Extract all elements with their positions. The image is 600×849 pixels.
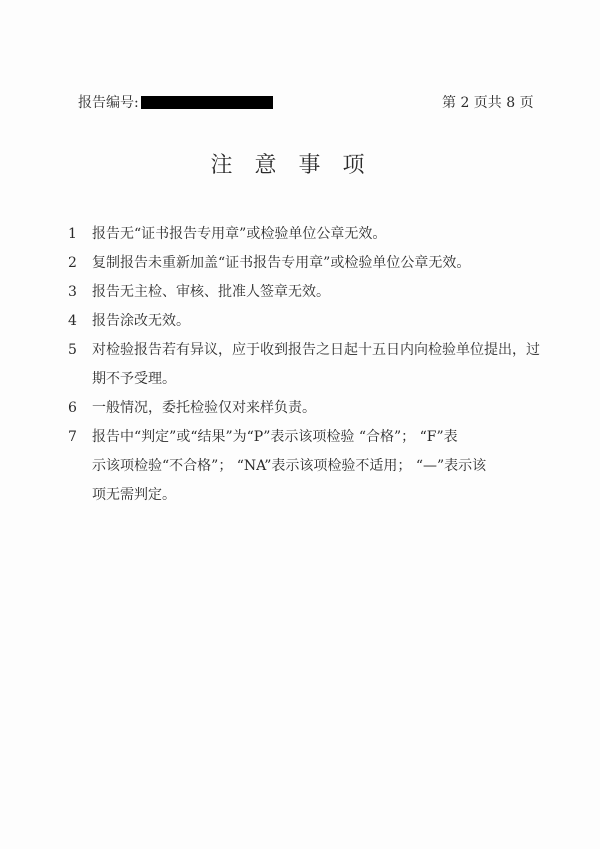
note-item-6	[68, 394, 558, 423]
note-text	[92, 220, 558, 249]
note-line: 项无需判定。	[92, 487, 176, 503]
note-item-1	[68, 220, 558, 249]
note-number: 4	[68, 313, 77, 329]
note-text	[92, 249, 558, 278]
note-line: 期不予受理。	[92, 371, 176, 387]
note-line: 报告无“证书报告专用章”或检验单位公章无效。	[92, 226, 387, 242]
note-number: 6	[68, 400, 77, 416]
note-line: 复制报告未重新加盖“证书报告专用章”或检验单位公章无效。	[92, 255, 471, 271]
note-number: 7	[68, 429, 77, 445]
note-number: 3	[68, 284, 77, 300]
note-text	[92, 394, 558, 423]
note-number: 2	[68, 255, 77, 271]
note-text	[92, 307, 558, 336]
notes-list	[68, 220, 558, 510]
page-indicator: 第 2 页共 8 页	[442, 95, 534, 111]
note-item-7	[68, 423, 558, 510]
note-text	[92, 423, 558, 510]
note-text	[92, 278, 558, 307]
note-number: 5	[68, 342, 77, 358]
report-number-label: 报告编号:	[78, 95, 139, 111]
note-line: 一般情况，委托检验仅对来样负责。	[92, 400, 316, 416]
note-line: 报告涂改无效。	[92, 313, 190, 329]
note-line: 示该项检验“不合格”； “NA”表示该项检验不适用； “—”表示该	[92, 458, 487, 474]
note-number: 1	[68, 226, 77, 242]
note-item-3	[68, 278, 558, 307]
note-item-4	[68, 307, 558, 336]
redacted-report-number	[141, 96, 273, 109]
note-item-5	[68, 336, 558, 394]
note-line: 对检验报告若有异议，应于收到报告之日起十五日内向检验单位提出，过	[92, 342, 540, 358]
note-line: 报告无主检、审核、批准人签章无效。	[92, 284, 330, 300]
note-line: 报告中“判定”或“结果”为“P”表示该项检验 “合格”； “F”表	[92, 429, 458, 445]
page-title: 注意事项	[210, 153, 387, 178]
note-item-2	[68, 249, 558, 278]
report-number	[78, 92, 273, 112]
note-text	[92, 336, 558, 394]
